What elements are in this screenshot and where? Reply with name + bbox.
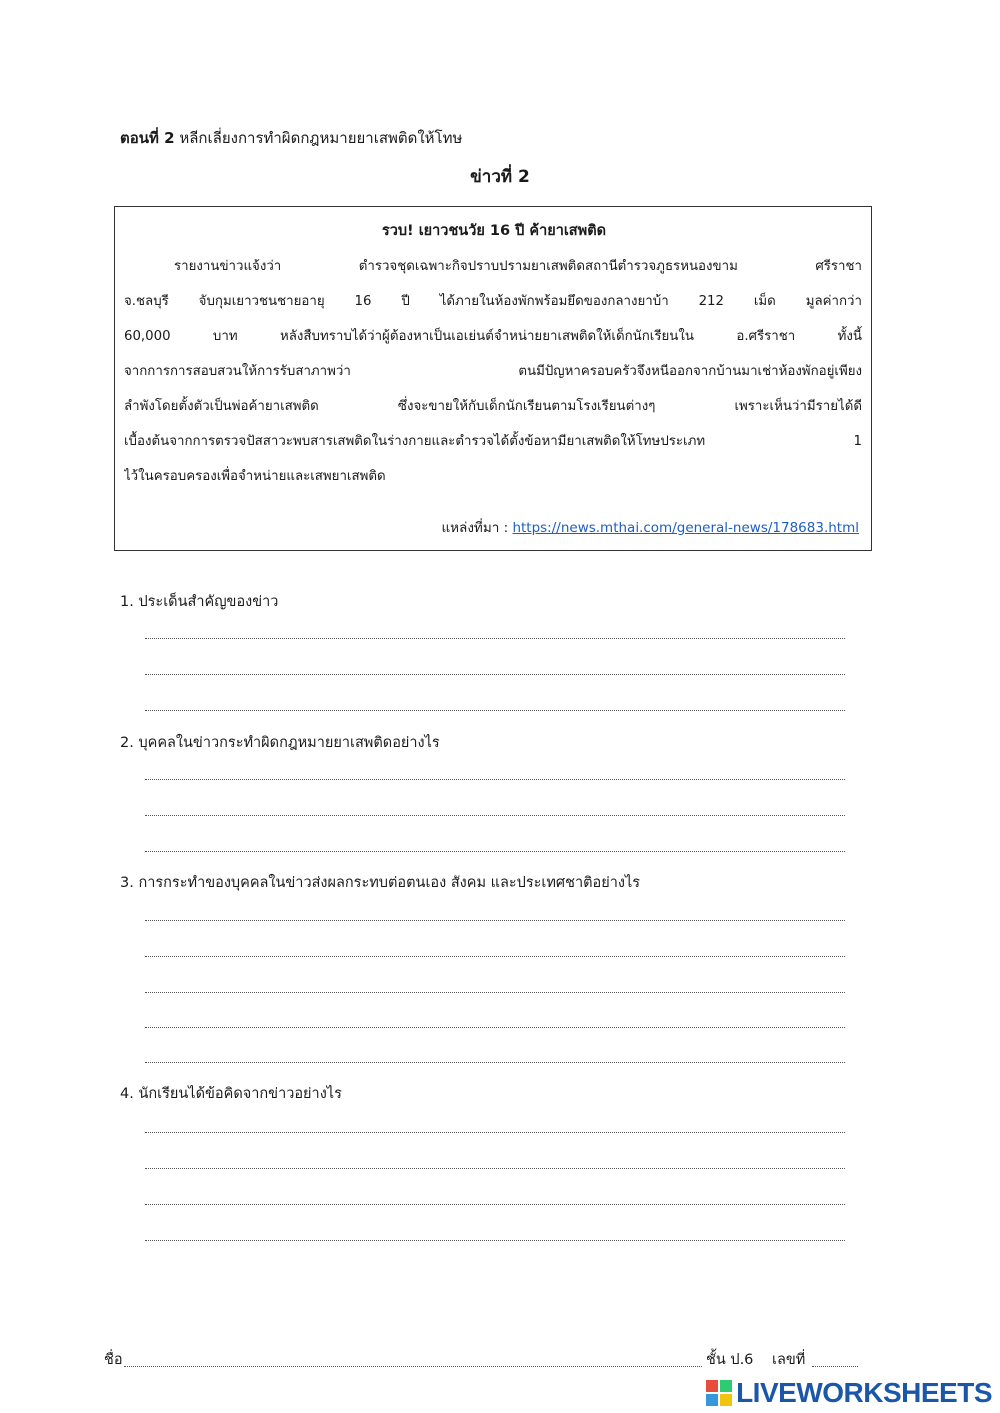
logo-text: LIVEWORKSHEETS [736,1377,992,1408]
answer-line[interactable] [145,674,845,675]
answer-line[interactable] [145,992,845,993]
article-line: 60,000 บาท หลังสืบทราบได้ว่าผู้ต้องหาเป็นเอเย่นต์จำหน่ายยาเสพติดให้เด็กนักเรียนใน อ.ศรีราชา ทั้งนี้ [124,329,862,344]
article-line: ลำพังโดยตั้งตัวเป็นพ่อค้ายาเสพติด ซึ่งจะขายให้กับเด็กนักเรียนตามโรงเรียนต่างๆ เพราะเห็นว่ามีรายได้ดี [124,399,862,414]
answer-line[interactable] [145,1240,845,1241]
question-1: 1. ประเด็นสำคัญของข่าว [120,594,279,610]
name-field[interactable] [124,1366,702,1367]
question-2: 2. บุคคลในข่าวกระทำผิดกฎหมายยาเสพติดอย่างไร [120,735,440,751]
section-heading [120,126,462,150]
answer-line[interactable] [145,1168,845,1169]
logo-square-red [706,1380,718,1392]
source-link[interactable]: https://news.mthai.com/general-news/178683.html [512,520,859,536]
question-3: 3. การกระทำของบุคคลในข่าวส่งผลกระทบต่อตนเอง สังคม และประเทศชาติอย่างไร [120,875,641,891]
question-4: 4. นักเรียนได้ข้อคิดจากข่าวอย่างไร [120,1086,342,1102]
number-field[interactable] [812,1366,858,1367]
answer-line[interactable] [145,1204,845,1205]
answer-line[interactable] [145,956,845,957]
article-line: เบื้องต้นจากการตรวจปัสสาวะพบสารเสพติดในร่างกายและตำรวจได้ตั้งข้อหามียาเสพติดให้โทษประเภท 1 [124,434,862,449]
article-line: จากการการสอบสวนให้การรับสาภาพว่า ตนมีปัญหาครอบครัวจึงหนีออกจากบ้านมาเช่าห้องพักอยู่เพียง [124,364,862,379]
name-label: ชื่อ [104,1352,123,1368]
answer-line[interactable] [145,710,845,711]
liveworksheets-logo [706,1378,992,1408]
article-line: รายงานข่าวแจ้งว่า ตำรวจชุดเฉพาะกิจปราบปรามยาเสพติดสถานีตำรวจภูธรหนองขาม ศรีราชา [174,259,862,274]
article-line: จ.ชลบุรี จับกุมเยาวชนชายอายุ 16 ปี ได้ภายในห้องพักพร้อมยึดของกลางยาบ้า 212 เม็ด มูลค่ากว่า [124,294,862,309]
logo-square-blue [706,1394,718,1406]
article-box [114,206,872,551]
article-line: ไว้ในครอบครองเพื่อจำหน่ายและเสพยาเสพติด [124,469,386,484]
article-source [441,516,859,538]
logo-square-yellow [720,1394,732,1406]
answer-line[interactable] [145,920,845,921]
number-label: เลขที่ [772,1352,806,1368]
news-title: ข่าวที่ 2 [470,167,530,187]
answer-line[interactable] [145,1027,845,1028]
article-headline: รวบ! เยาวชนวัย 16 ปี ค้ายาเสพติด [381,223,607,239]
logo-square-green [720,1380,732,1392]
class-label: ชั้น ป.6 [706,1352,754,1368]
answer-line[interactable] [145,638,845,639]
answer-line[interactable] [145,851,845,852]
liveworksheets-icon [706,1380,732,1406]
answer-line[interactable] [145,815,845,816]
answer-line[interactable] [145,1132,845,1133]
source-label: แหล่งที่มา : [441,520,509,536]
answer-line[interactable] [145,779,845,780]
section-label: ตอนที่ 2 [120,129,175,147]
answer-line[interactable] [145,1062,845,1063]
section-text: หลีกเลี่ยงการทำผิดกฎหมายยาเสพติดให้โทษ [179,129,463,147]
